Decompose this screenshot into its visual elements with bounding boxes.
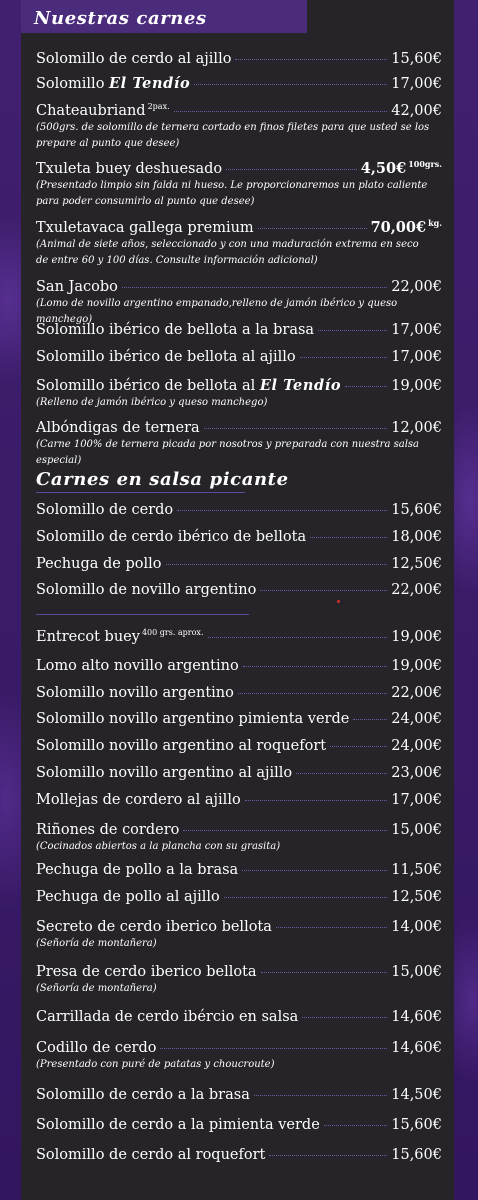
- leader-dots: [226, 169, 357, 170]
- leader-dots: [345, 386, 387, 387]
- leader-dots: [310, 537, 387, 538]
- menu-item-description: (Señoría de montañera): [36, 983, 157, 994]
- item-price-text: 22,00€: [391, 685, 442, 701]
- menu-item: [36, 501, 442, 519]
- menu-item-price: [361, 160, 442, 178]
- item-price-text: 14,60€: [391, 1040, 442, 1056]
- leader-dots: [160, 1048, 387, 1049]
- menu-item-line: [36, 791, 442, 809]
- menu-item-line: [36, 861, 442, 879]
- menu-item-line: [36, 581, 442, 599]
- menu-item-line: [36, 377, 442, 395]
- leader-dots: [330, 746, 387, 747]
- leader-dots: [245, 800, 388, 801]
- item-name-text: Chateaubriand: [36, 103, 146, 119]
- menu-item-line: [36, 555, 442, 573]
- menu-item-description: (Animal de siete años, seleccionado y con una maduración extrema en seco de entre 60 y 100 días. Consulte información adicional): [36, 239, 419, 266]
- menu-item-line: [36, 1116, 442, 1134]
- menu-item-name: [36, 918, 272, 936]
- leader-dots: [324, 1125, 387, 1126]
- item-name-text: Solomillo novillo argentino: [36, 685, 234, 701]
- menu-item: [36, 628, 442, 646]
- leader-dots: [183, 830, 387, 831]
- item-name-text: Riñones de cordero: [36, 822, 180, 838]
- item-name-text: Albóndigas de ternera: [36, 420, 200, 436]
- leader-dots: [122, 287, 387, 288]
- section-title: Nuestras carnes: [34, 8, 207, 29]
- section-title-salsa: Carnes en salsa picante: [36, 469, 289, 490]
- menu-item-price: [391, 555, 442, 573]
- menu-item-description: (Presentado con puré de patatas y choucroute): [36, 1059, 275, 1070]
- menu-item-line: [36, 50, 442, 68]
- item-price-text: 18,00€: [391, 529, 442, 545]
- menu-item-line: [36, 710, 442, 728]
- menu-item: [36, 160, 442, 210]
- menu-item: [36, 50, 442, 68]
- item-name-text: Solomillo: [36, 76, 105, 92]
- item-price-sup: kg.: [428, 218, 442, 229]
- item-price-text: 22,00€: [391, 279, 442, 295]
- menu-item: [36, 1116, 442, 1134]
- menu-item-name: [36, 821, 179, 839]
- section-divider: [36, 614, 249, 615]
- menu-item: [36, 75, 442, 93]
- item-price-text: 22,00€: [391, 582, 442, 598]
- menu-item-line: [36, 75, 442, 93]
- item-price-text: 12,50€: [391, 889, 442, 905]
- item-price-text: 17,00€: [391, 349, 442, 365]
- menu-item-name: [36, 1086, 250, 1104]
- item-name-text: Solomillo de novillo argentino: [36, 582, 257, 598]
- menu-item: [36, 918, 442, 952]
- item-price-sup: 100grs.: [408, 159, 442, 170]
- menu-item-description: (Carne 100% de ternera picada por nosotros y preparada con nuestra salsa especial): [36, 439, 419, 466]
- menu-item: [36, 657, 442, 675]
- menu-item: [36, 348, 442, 366]
- item-price-text: 4,50€: [360, 160, 407, 177]
- menu-item-name: [36, 764, 292, 782]
- item-price-text: 15,60€: [391, 1117, 442, 1133]
- leader-dots: [269, 1155, 387, 1156]
- menu-item-price: [391, 1116, 442, 1134]
- menu-item: [36, 1086, 442, 1104]
- menu-item-line: [36, 501, 442, 519]
- menu-item-name: [36, 219, 254, 237]
- menu-item-line: [36, 1146, 442, 1164]
- menu-item-price: [391, 321, 442, 339]
- item-price-text: 70,00€: [370, 219, 427, 236]
- menu-item-line: [36, 657, 442, 675]
- menu-item: [36, 102, 442, 152]
- menu-item-price: [391, 1008, 442, 1026]
- menu-item-line: [36, 821, 442, 839]
- leader-dots: [254, 1095, 387, 1096]
- menu-item: [36, 684, 442, 702]
- menu-item-name: [36, 1039, 156, 1057]
- menu-item: [36, 419, 442, 469]
- leader-dots: [353, 719, 387, 720]
- item-name-text: Solomillo ibérico de bellota al: [36, 378, 256, 394]
- item-name-text: Pechuga de pollo: [36, 556, 162, 572]
- menu-item-description: (Señoría de montañera): [36, 938, 157, 949]
- menu-item-name: [36, 791, 241, 809]
- item-price-text: 15,00€: [391, 964, 442, 980]
- menu-item-name: [36, 1116, 320, 1134]
- menu-item-name: [36, 102, 170, 120]
- item-name-text: Solomillo de cerdo a la brasa: [36, 1087, 250, 1103]
- leader-dots: [260, 590, 387, 591]
- leader-dots: [243, 666, 388, 667]
- item-price-text: 24,00€: [391, 711, 442, 727]
- menu-item-price: [391, 419, 442, 437]
- menu-item-name: [36, 684, 234, 702]
- item-name-text: Solomillo de cerdo al roquefort: [36, 1147, 266, 1163]
- menu-item-name: [36, 348, 296, 366]
- item-name-gothic: El Tendío: [109, 75, 191, 92]
- menu-item: [36, 555, 442, 573]
- menu-item-price: [391, 791, 442, 809]
- menu-item-description: (Relleno de jamón ibérico y queso manchego): [36, 397, 268, 408]
- menu-item-price: [391, 75, 442, 93]
- menu-item-price: [391, 821, 442, 839]
- menu-item-price: [391, 628, 442, 646]
- item-name-text: Carrillada de cerdo ibércio en salsa: [36, 1009, 299, 1025]
- item-name-text: Txuleta buey deshuesado: [36, 161, 223, 177]
- menu-item-price: [391, 377, 442, 395]
- menu-item-price: [391, 1086, 442, 1104]
- menu-item-price: [391, 102, 442, 120]
- menu-item-line: [36, 1086, 442, 1104]
- menu-item-line: [36, 160, 442, 178]
- menu-item-line: [36, 102, 442, 120]
- item-price-text: 11,50€: [391, 862, 442, 878]
- item-name-sup: 400 grs. aprox.: [141, 628, 204, 638]
- item-name-gothic: El Tendío: [259, 377, 342, 394]
- item-price-text: 19,00€: [391, 629, 442, 645]
- leader-dots: [302, 1017, 387, 1018]
- menu-item-line: [36, 1008, 442, 1026]
- item-name-text: Solomillo de cerdo al ajillo: [36, 51, 232, 67]
- menu-item-price: [391, 888, 442, 906]
- item-price-text: 23,00€: [391, 765, 442, 781]
- menu-item-name: [36, 737, 326, 755]
- menu-item-price: [371, 219, 442, 237]
- menu-item-name: [36, 501, 173, 519]
- menu-item: [36, 377, 442, 411]
- menu-item-line: [36, 918, 442, 936]
- leader-dots: [318, 330, 387, 331]
- menu-item-name: [36, 628, 204, 646]
- menu-item-price: [391, 963, 442, 981]
- item-name-text: Txuletavaca gallega premium: [36, 220, 254, 236]
- item-name-text: Solomillo novillo argentino al roquefort: [36, 738, 327, 754]
- menu-item: [36, 821, 442, 855]
- menu-item-line: [36, 278, 442, 296]
- item-name-text: Mollejas de cordero al ajillo: [36, 792, 241, 808]
- leader-dots: [194, 84, 387, 85]
- menu-item-line: [36, 419, 442, 437]
- item-price-text: 19,00€: [391, 378, 442, 394]
- menu-item-line: [36, 1039, 442, 1057]
- item-price-text: 14,60€: [391, 1009, 442, 1025]
- item-price-text: 14,50€: [391, 1087, 442, 1103]
- menu-item-line: [36, 963, 442, 981]
- menu-item: [36, 581, 442, 599]
- menu-item: [36, 737, 442, 755]
- item-name-text: Codillo de cerdo: [36, 1040, 157, 1056]
- menu-item-price: [391, 278, 442, 296]
- item-price-text: 15,60€: [391, 502, 442, 518]
- menu-item-price: [391, 581, 442, 599]
- item-name-text: Solomillo novillo argentino pimienta verde: [36, 711, 350, 727]
- leader-dots: [261, 972, 388, 973]
- menu-item-description: (500grs. de solomillo de ternera cortado en finos filetes para que usted se los prepare al punto que desee): [36, 122, 430, 149]
- item-price-text: 15,60€: [391, 51, 442, 67]
- item-price-text: 19,00€: [391, 658, 442, 674]
- leader-dots: [204, 428, 388, 429]
- menu-item-name: [36, 555, 162, 573]
- leader-dots: [242, 870, 387, 871]
- item-name-text: Solomillo de cerdo: [36, 502, 174, 518]
- menu-item-line: [36, 628, 442, 646]
- menu-item-price: [391, 528, 442, 546]
- item-price-text: 17,00€: [391, 792, 442, 808]
- red-dot: [337, 600, 340, 603]
- menu-item: [36, 219, 442, 269]
- menu-item-name: [36, 50, 231, 68]
- menu-item-name: [36, 528, 306, 546]
- menu-item-price: [391, 684, 442, 702]
- menu-item-line: [36, 888, 442, 906]
- menu-item-line: [36, 528, 442, 546]
- leader-dots: [235, 59, 387, 60]
- menu-item-name: [36, 963, 257, 981]
- leader-dots: [177, 510, 387, 511]
- menu-item: [36, 1146, 442, 1164]
- menu-item-line: [36, 684, 442, 702]
- leader-dots: [258, 228, 367, 229]
- menu-item-price: [391, 501, 442, 519]
- section-underline: [36, 492, 245, 493]
- menu-item-price: [391, 657, 442, 675]
- menu-item: [36, 888, 442, 906]
- menu-item-price: [391, 1039, 442, 1057]
- item-price-text: 17,00€: [391, 322, 442, 338]
- menu-item-line: [36, 764, 442, 782]
- menu-item-price: [391, 348, 442, 366]
- item-price-text: 15,00€: [391, 822, 442, 838]
- menu-item: [36, 791, 442, 809]
- item-name-text: Solomillo novillo argentino al ajillo: [36, 765, 293, 781]
- item-price-text: 15,60€: [391, 1147, 442, 1163]
- menu-item-price: [391, 710, 442, 728]
- menu-item-line: [36, 321, 442, 339]
- menu-item-name: [36, 581, 256, 599]
- item-price-text: 17,00€: [391, 76, 442, 92]
- menu-item-line: [36, 737, 442, 755]
- menu-item-name: [36, 861, 238, 879]
- leader-dots: [296, 773, 387, 774]
- menu-item-name: [36, 321, 314, 339]
- leader-dots: [300, 357, 388, 358]
- item-price-text: 12,00€: [391, 420, 442, 436]
- menu-item-price: [391, 50, 442, 68]
- leader-dots: [238, 693, 387, 694]
- menu-item: [36, 963, 442, 997]
- menu-item: [36, 710, 442, 728]
- menu-item-price: [391, 861, 442, 879]
- menu-item-description: (Lomo de novillo argentino empanado,relleno de jamón ibérico y queso manchego): [36, 298, 398, 325]
- menu-item-name: [36, 160, 222, 178]
- item-name-sup: 2pax.: [147, 102, 170, 112]
- menu-item-name: [36, 419, 200, 437]
- leader-dots: [166, 564, 388, 565]
- menu-item-name: [36, 1146, 265, 1164]
- item-name-text: San Jacobo: [36, 279, 118, 295]
- item-price-text: 12,50€: [391, 556, 442, 572]
- menu-item-line: [36, 348, 442, 366]
- item-price-text: 14,00€: [391, 919, 442, 935]
- item-name-text: Solomillo ibérico de bellota al ajillo: [36, 349, 296, 365]
- leader-dots: [208, 637, 388, 638]
- menu-item-price: [391, 764, 442, 782]
- menu-item-name: [36, 278, 118, 296]
- menu-item: [36, 321, 442, 339]
- menu-item-name: [36, 657, 239, 675]
- item-name-text: Solomillo ibérico de bellota a la brasa: [36, 322, 315, 338]
- item-name-text: Pechuga de pollo al ajillo: [36, 889, 220, 905]
- item-price-text: 24,00€: [391, 738, 442, 754]
- menu-item-description: (Presentado limpio sin falda ni hueso. Le proporcionaremos un plato caliente para poder consumirlo al punto que desee): [36, 180, 428, 207]
- item-price-text: 42,00€: [391, 103, 442, 119]
- leader-dots: [174, 111, 388, 112]
- item-name-text: Entrecot buey: [36, 629, 140, 645]
- menu-item-name: [36, 710, 349, 728]
- menu-item-name: [36, 377, 341, 395]
- item-name-text: Solomillo de cerdo a la pimienta verde: [36, 1117, 320, 1133]
- menu-item-price: [391, 737, 442, 755]
- menu-item: [36, 861, 442, 879]
- menu-item-name: [36, 888, 220, 906]
- menu-item-line: [36, 219, 442, 237]
- menu-item-description: (Cocinados abiertos a la plancha con su grasita): [36, 841, 281, 852]
- leader-dots: [224, 897, 387, 898]
- item-name-text: Secreto de cerdo iberico bellota: [36, 919, 272, 935]
- menu-item: [36, 528, 442, 546]
- menu-item: [36, 1008, 442, 1026]
- menu-item-price: [391, 1146, 442, 1164]
- item-name-text: Solomillo de cerdo ibérico de bellota: [36, 529, 307, 545]
- menu-item-name: [36, 1008, 298, 1026]
- item-name-text: Pechuga de pollo a la brasa: [36, 862, 239, 878]
- item-name-text: Lomo alto novillo argentino: [36, 658, 239, 674]
- leader-dots: [276, 927, 387, 928]
- menu-item: [36, 764, 442, 782]
- menu-item-price: [391, 918, 442, 936]
- menu-item: [36, 1039, 442, 1073]
- item-name-text: Presa de cerdo iberico bellota: [36, 964, 257, 980]
- menu-item-name: [36, 75, 190, 93]
